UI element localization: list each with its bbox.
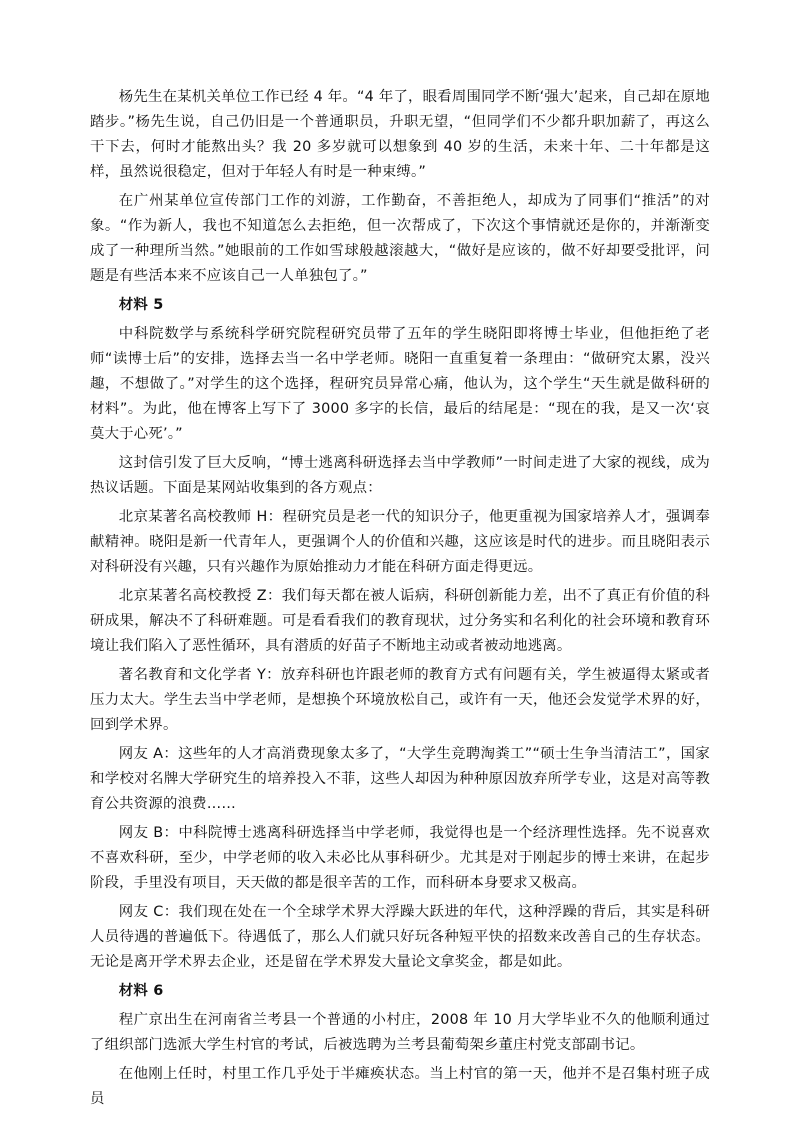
paragraph-netizen-c: 网友 C：我们现在处在一个全球学术界大浮躁大跃进的年代，这种浮躁的背后，其实是科研人员待遇的普遍低下。待遇低了，那么人们就只好玩各种短平快的招数来改善自己的生存状态。无论是离开学术界去企业，还是留在学术界发大量论文拿奖金，都是如此。 bbox=[90, 904, 710, 970]
paragraph-netizen-a: 网友 A：这些年的人才高消费现象太多了，“大学生竞聘淘粪工”“硕士生争当清洁工”，国家和学校对名牌大学研究生的培养投入不菲，这些人却因为种种原因放弃所学专业，这是对高等教育公共资源的浪费…… bbox=[90, 746, 710, 812]
paragraph-yang: 杨先生在某机关单位工作已经 4 年。“4 年了，眼看周围同学不断‘强大’起来，自己却在原地踏步。”杨先生说，自己仍旧是一个普通职员，升职无望，“但同学们不少都升职加薪了，再这么干下去，何时才能熬出头？我 20 多岁就可以想象到 40 岁的生活，未来十年、二十年都是这样，虽然说很稳定，但对于年轻人有时是一种束缚。” bbox=[90, 89, 710, 180]
paragraph-cheng: 程广京出生在河南省兰考县一个普通的小村庄，2008 年 10 月大学毕业不久的他顺利通过了组织部门选派大学生村官的考试，后被选聘为兰考县葡萄架乡董庄村党支部副书记。 bbox=[90, 1012, 710, 1053]
section-heading-material-5: 材料 5 bbox=[118, 297, 164, 313]
document-body bbox=[90, 85, 710, 1116]
paragraph-teacher-h: 北京某著名高校教师 H：程研究员是老一代的知识分子，他更重视为国家培养人才，强调奉献精神。晓阳是新一代青年人，更强调个人的价值和兴趣，这应该是时代的进步。而且晓阳表示对科研没有兴趣，只有兴趣作为原始推动力才能在科研方面走得更远。 bbox=[90, 509, 710, 575]
paragraph-xiaoyang: 中科院数学与系统科学研究院程研究员带了五年的学生晓阳即将博士毕业，但他拒绝了老师“读博士后”的安排，选择去当一名中学老师。晓阳一直重复着一条理由：“做研究太累，没兴趣，不想做了。”对学生的这个选择，程研究员异常心痛，他认为，这个学生“天生就是做科研的材料”。为此，他在博客上写下了 3000 多字的长信，最后的结尾是：“现在的我，是又一次‘哀莫大于心死’。” bbox=[90, 326, 710, 442]
paragraph-netizen-b: 网友 B：中科院博士逃离科研选择当中学老师，我觉得也是一个经济理性选择。先不说喜欢不喜欢科研，至少，中学老师的收入未必比从事科研少。尤其是对于刚起步的博士来讲，在起步阶段，手里没有项目，天天做的都是很辛苦的工作，而科研本身要求又极高。 bbox=[90, 825, 710, 891]
paragraph-reaction: 这封信引发了巨大反响，“博士逃离科研选择去当中学教师”一时间走进了大家的视线，成为热议话题。下面是某网站收集到的各方观点： bbox=[90, 455, 710, 496]
paragraph-scholar-y: 著名教育和文化学者 Y：放弃科研也许跟老师的教育方式有问题有关，学生被逼得太紧或者压力太大。学生去当中学老师，是想换个环境放松自己，或许有一天，他还会发觉学术界的好，回到学术界。 bbox=[90, 667, 710, 733]
section-heading-material-6: 材料 6 bbox=[118, 983, 164, 999]
paragraph-professor-z: 北京某著名高校教授 Z：我们每天都在被人诟病，科研创新能力差，出不了真正有价值的科研成果，解决不了科研难题。可是看看我们的教育现状，过分务实和名利化的社会环境和教育环境让我们陷入了恶性循环，具有潜质的好苗子不断地主动或者被动地逃离。 bbox=[90, 588, 710, 654]
paragraph-liu: 在广州某单位宣传部门工作的刘游，工作勤奋，不善拒绝人，却成为了同事们“推活”的对象。“作为新人，我也不知道怎么去拒绝，但一次帮成了，下次这个事情就还是你的，并渐渐变成了一种理所当然。”她眼前的工作如雪球般越滚越大，“做好是应该的，做不好却要受批评，问题是有些活本来不应该自己一人单独包了。” bbox=[90, 193, 710, 284]
paragraph-village: 在他刚上任时，村里工作几乎处于半瘫痪状态。当上村官的第一天，他并不是召集村班子成员 bbox=[90, 1066, 710, 1107]
